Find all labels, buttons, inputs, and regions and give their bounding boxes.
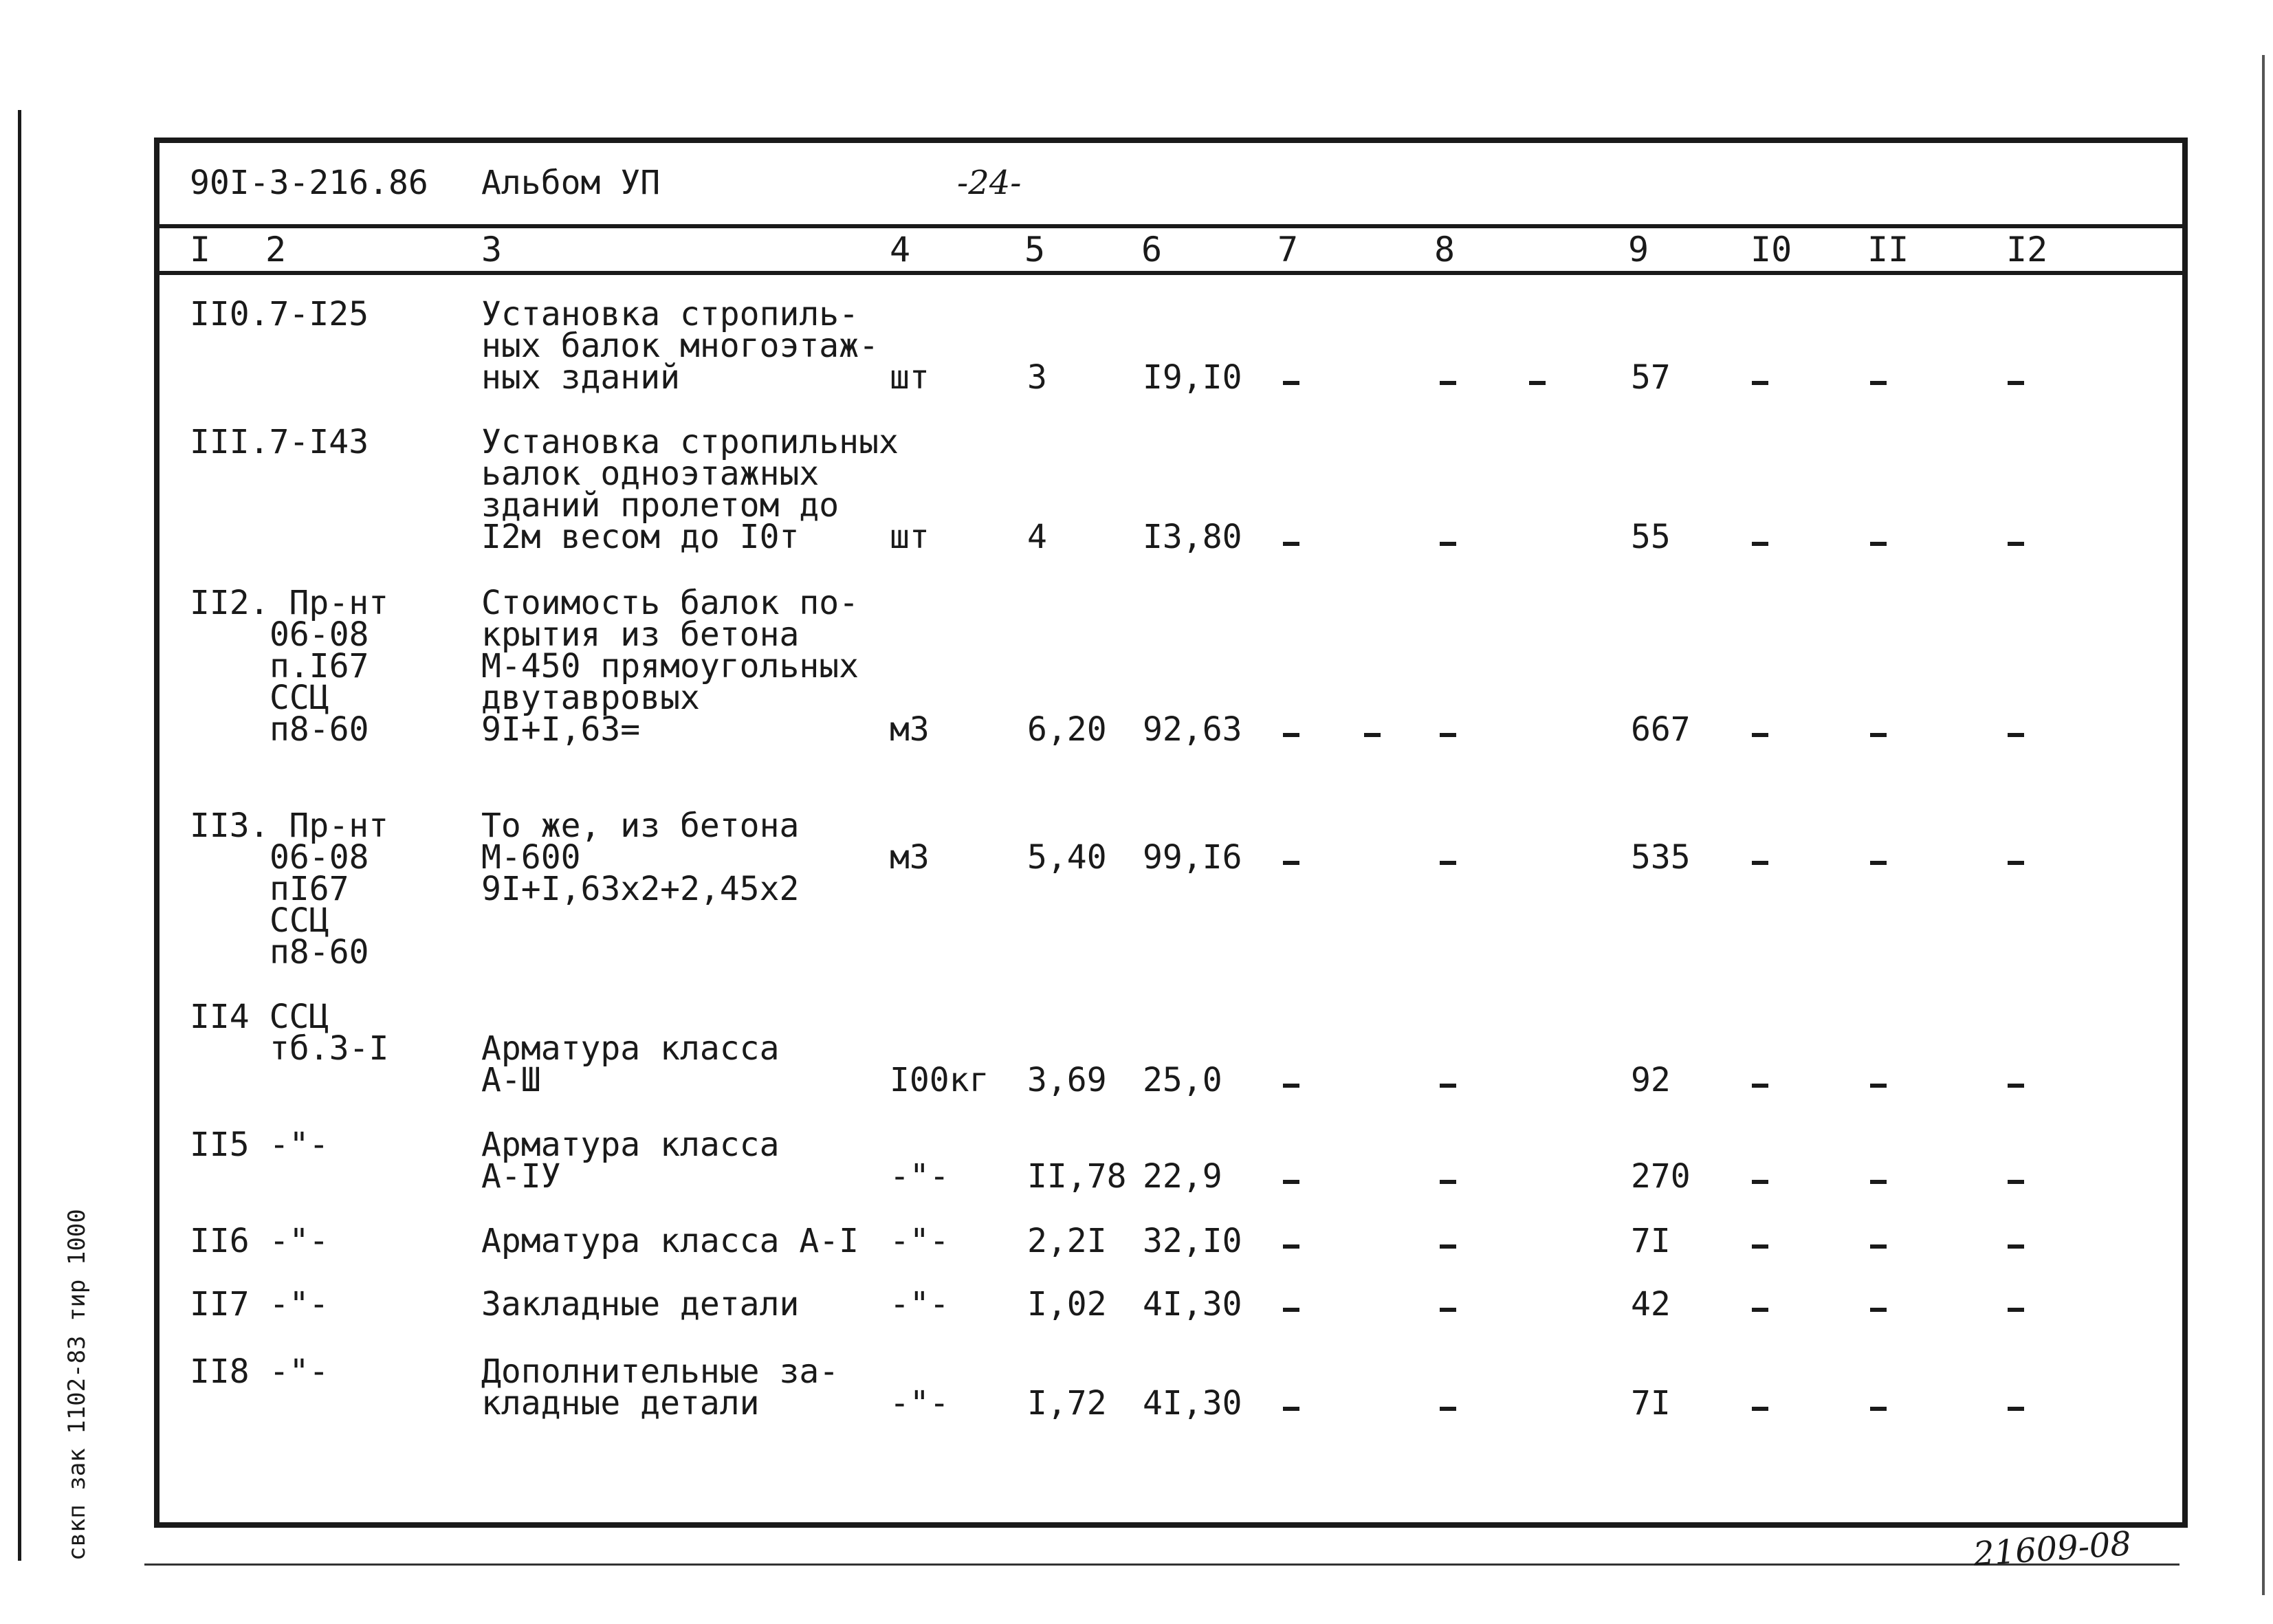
row-description-line: Арматура класса А-I <box>481 1222 859 1260</box>
column-number: I <box>190 230 211 270</box>
document-code: 90I-3-216.86 <box>190 164 428 202</box>
row-quantity: II,78 <box>1027 1157 1127 1196</box>
empty-cell-dash <box>1283 1407 1299 1411</box>
empty-cell-dash <box>1283 1244 1299 1249</box>
column-number: 7 <box>1277 230 1299 270</box>
row-number: II4 ССЦ <box>190 998 329 1036</box>
row-quantity: 3 <box>1027 358 1047 397</box>
empty-cell-dash <box>1752 1308 1768 1312</box>
row-number: II3. Пр-нт <box>190 806 388 845</box>
empty-cell-dash <box>2008 542 2024 546</box>
page-number: -24- <box>957 164 1022 202</box>
row-description-line: То же, из бетона <box>481 806 800 845</box>
column-number: II <box>1867 230 1909 270</box>
row-description-line: А-Ш <box>481 1061 541 1099</box>
row-description-line: Арматура класса <box>481 1126 780 1164</box>
empty-cell-dash <box>1870 1244 1887 1249</box>
row-description-line: I2м весом до I0т <box>481 518 800 556</box>
row-total: 270 <box>1631 1157 1691 1196</box>
empty-cell-dash <box>1440 542 1456 546</box>
row-reference-line: п8-60 <box>270 710 369 749</box>
row-number: II8 -"- <box>190 1352 329 1391</box>
row-total: 55 <box>1631 518 1671 556</box>
row-unit: I00кг <box>890 1061 989 1099</box>
empty-cell-dash <box>2008 1244 2024 1249</box>
column-number: 3 <box>481 230 503 270</box>
empty-cell-dash <box>1870 733 1887 737</box>
row-description-line: А-IУ <box>481 1157 561 1196</box>
row-description-line: ьалок одноэтажных <box>481 454 820 493</box>
empty-cell-dash <box>2008 1180 2024 1184</box>
row-total: 667 <box>1631 710 1691 749</box>
row-unit: м3 <box>890 838 930 877</box>
row-number: II5 -"- <box>190 1126 329 1164</box>
row-unit-price: 25,0 <box>1143 1061 1222 1099</box>
bottom-rule <box>144 1563 2179 1566</box>
row-unit: м3 <box>890 710 930 749</box>
row-description-line: двутавровых <box>481 679 700 717</box>
row-number: II7 -"- <box>190 1285 329 1324</box>
empty-cell-dash <box>2008 1308 2024 1312</box>
right-border-line <box>2262 55 2265 1595</box>
empty-cell-dash <box>1870 381 1887 385</box>
row-quantity: I,72 <box>1027 1384 1107 1423</box>
row-unit: шт <box>890 358 930 397</box>
row-number: II2. Пр-нт <box>190 584 388 622</box>
empty-cell-dash <box>1870 542 1887 546</box>
empty-cell-dash <box>1283 1180 1299 1184</box>
column-number: 2 <box>265 230 287 270</box>
row-description-line: ных зданий <box>481 358 680 397</box>
empty-cell-dash <box>1364 733 1381 737</box>
empty-cell-dash <box>1440 733 1456 737</box>
row-unit: -"- <box>890 1384 949 1423</box>
header-rule-bottom <box>154 271 2188 275</box>
empty-cell-dash <box>1440 1084 1456 1088</box>
row-total: 535 <box>1631 838 1691 877</box>
row-quantity: 2,2I <box>1027 1222 1107 1260</box>
row-description-line: кладные детали <box>481 1384 760 1423</box>
row-total: 92 <box>1631 1061 1671 1099</box>
row-unit-price: 4I,30 <box>1143 1285 1242 1324</box>
empty-cell-dash <box>1870 1308 1887 1312</box>
row-reference-line: пI67 <box>270 870 349 908</box>
empty-cell-dash <box>2008 1084 2024 1088</box>
row-description-line: Арматура класса <box>481 1029 780 1068</box>
empty-cell-dash <box>1529 381 1546 385</box>
empty-cell-dash <box>1440 1407 1456 1411</box>
row-description-line: ных балок многоэтаж- <box>481 327 879 365</box>
row-description-line: 9I+I,63= <box>481 710 641 749</box>
header-rule-top <box>154 224 2188 228</box>
column-number: I0 <box>1750 230 1792 270</box>
empty-cell-dash <box>1283 1308 1299 1312</box>
empty-cell-dash <box>1870 861 1887 865</box>
row-number: III.7-I43 <box>190 423 369 461</box>
empty-cell-dash <box>2008 1407 2024 1411</box>
print-order-note: свкп зак 1102-83 тир 1000 <box>63 1209 91 1561</box>
column-number: 6 <box>1141 230 1163 270</box>
row-reference-line: п8-60 <box>270 933 369 972</box>
column-number: 8 <box>1434 230 1456 270</box>
row-unit: -"- <box>890 1157 949 1196</box>
row-unit-price: 99,I6 <box>1143 838 1242 877</box>
empty-cell-dash <box>2008 733 2024 737</box>
empty-cell-dash <box>1752 381 1768 385</box>
row-unit-price: I3,80 <box>1143 518 1242 556</box>
empty-cell-dash <box>2008 861 2024 865</box>
empty-cell-dash <box>1752 733 1768 737</box>
row-unit-price: 92,63 <box>1143 710 1242 749</box>
empty-cell-dash <box>1752 1084 1768 1088</box>
row-quantity: 5,40 <box>1027 838 1107 877</box>
row-description-line: Дополнительные за- <box>481 1352 839 1391</box>
row-unit-price: 32,I0 <box>1143 1222 1242 1260</box>
empty-cell-dash <box>1752 542 1768 546</box>
row-unit-price: 4I,30 <box>1143 1384 1242 1423</box>
empty-cell-dash <box>1440 861 1456 865</box>
row-unit: -"- <box>890 1222 949 1260</box>
column-number: 5 <box>1024 230 1046 270</box>
row-description-line: Установка стропильных <box>481 423 899 461</box>
row-number: II6 -"- <box>190 1222 329 1260</box>
row-quantity: I,02 <box>1027 1285 1107 1324</box>
empty-cell-dash <box>2008 381 2024 385</box>
row-description-line: зданий пролетом до <box>481 486 839 525</box>
empty-cell-dash <box>1440 1308 1456 1312</box>
empty-cell-dash <box>1283 381 1299 385</box>
album-label: Альбом УП <box>481 164 661 202</box>
row-description-line: Закладные детали <box>481 1285 800 1324</box>
row-reference-line: тб.3-I <box>270 1029 389 1068</box>
empty-cell-dash <box>1283 542 1299 546</box>
row-unit-price: I9,I0 <box>1143 358 1242 397</box>
row-unit: -"- <box>890 1285 949 1324</box>
column-number: 4 <box>890 230 911 270</box>
row-total: 7I <box>1631 1222 1671 1260</box>
row-reference-line: 06-08 <box>270 838 369 877</box>
empty-cell-dash <box>1440 381 1456 385</box>
row-total: 7I <box>1631 1384 1671 1423</box>
column-number: 9 <box>1628 230 1649 270</box>
row-reference-line: 06-08 <box>270 615 369 654</box>
empty-cell-dash <box>1752 861 1768 865</box>
row-reference-line: ССЦ <box>270 901 329 940</box>
row-description-line: М-450 прямоугольных <box>481 647 859 685</box>
empty-cell-dash <box>1440 1244 1456 1249</box>
left-border-line <box>18 110 21 1561</box>
row-reference-line: п.I67 <box>270 647 369 685</box>
empty-cell-dash <box>1752 1407 1768 1411</box>
column-number: I2 <box>2006 230 2048 270</box>
row-quantity: 4 <box>1027 518 1047 556</box>
empty-cell-dash <box>1283 861 1299 865</box>
empty-cell-dash <box>1283 1084 1299 1088</box>
empty-cell-dash <box>1440 1180 1456 1184</box>
archive-stamp: 21609-08 <box>1972 1524 2133 1574</box>
row-reference-line: ССЦ <box>270 679 329 717</box>
row-description-line: М-600 <box>481 838 581 877</box>
empty-cell-dash <box>1870 1407 1887 1411</box>
row-unit: шт <box>890 518 930 556</box>
row-quantity: 6,20 <box>1027 710 1107 749</box>
row-unit-price: 22,9 <box>1143 1157 1222 1196</box>
row-total: 57 <box>1631 358 1671 397</box>
empty-cell-dash <box>1870 1180 1887 1184</box>
row-description-line: Установка стропиль- <box>481 295 859 333</box>
row-description-line: 9I+I,63х2+2,45х2 <box>481 870 800 908</box>
row-description-line: Стоимость балок по- <box>481 584 859 622</box>
empty-cell-dash <box>1870 1084 1887 1088</box>
row-number: II0.7-I25 <box>190 295 369 333</box>
empty-cell-dash <box>1752 1244 1768 1249</box>
empty-cell-dash <box>1283 733 1299 737</box>
row-description-line: крытия из бетона <box>481 615 800 654</box>
row-total: 42 <box>1631 1285 1671 1324</box>
empty-cell-dash <box>1752 1180 1768 1184</box>
row-quantity: 3,69 <box>1027 1061 1107 1099</box>
